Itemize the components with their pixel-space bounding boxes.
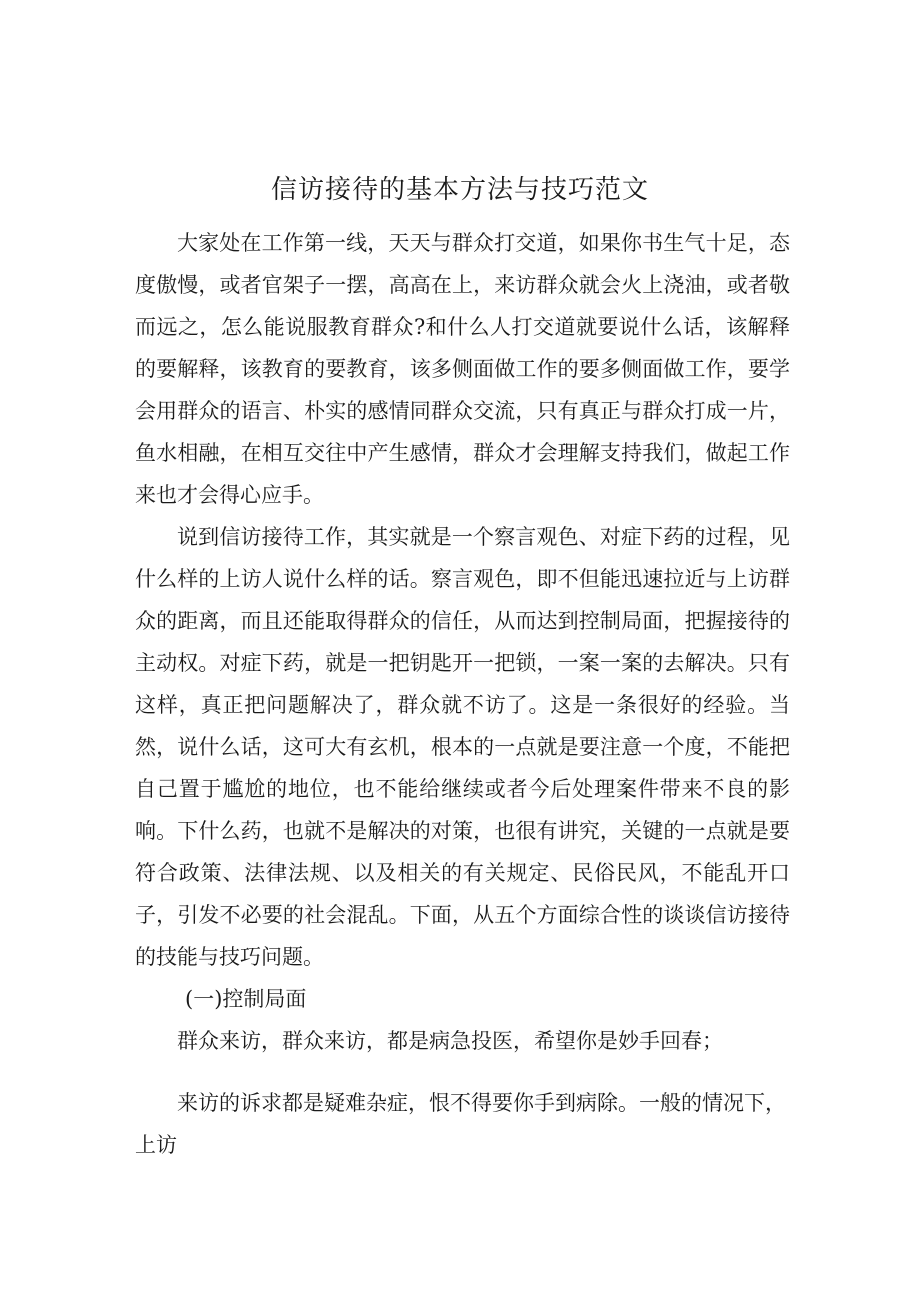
document-title: 信访接待的基本方法与技巧范文 [270, 175, 649, 205]
section-line: 群众来访，群众来访，都是病急投医，希望你是妙手回春； [177, 1029, 723, 1053]
last-paragraph: 来访的诉求都是疑难杂症，恨不得要你手到病除。一般的情况下，上访 [135, 1091, 786, 1157]
document-body [135, 222, 790, 1166]
paragraph-gap [135, 1062, 790, 1082]
section-heading: (一)控制局面 [185, 987, 307, 1011]
paragraph-2: 说到信访接待工作，其实就是一个察言观色、对症下药的过程，见什么样的上访人说什么样的话。察言观色，即不但能迅速拉近与上访群众的距离，而且还能取得群众的信任，从而达到控制局面，把握接待的主动权。对症下药，就是一把钥匙开一把锁，一案一案的去解决。只有这样，真正把问题解决了，群众就不访了。这是一条很好的经验。当然，说什么话，这可大有玄机，根本的一点就是要注意一个度，不能把自己置于尴尬的地位，也不能给继续或者今后处理案件带来不良的影响。下什么药，也就不是解决的对策，也很有讲究，关键的一点就是要符合政策、法律法规、以及相关的有关规定、民俗民风，不能乱开口子，引发不必要的社会混乱。下面，从五个方面综合性的谈谈信访接待的技能与技巧问题。 [135, 525, 790, 969]
paragraph-1: 大家处在工作第一线，天天与群众打交道，如果你书生气十足，态度傲慢，或者官架子一摆，高高在上，来访群众就会火上浇油，或者敬而远之，怎么能说服教育群众?和什么人打交道就要说什么话，该解释的要解释，该教育的要教育，该多侧面做工作的要多侧面做工作，要学会用群众的语言、朴实的感情同群众交流，只有真正与群众打成一片，鱼水相融，在相互交往中产生感情，群众才会理解支持我们，做起工作来也才会得心应手。 [135, 231, 790, 507]
